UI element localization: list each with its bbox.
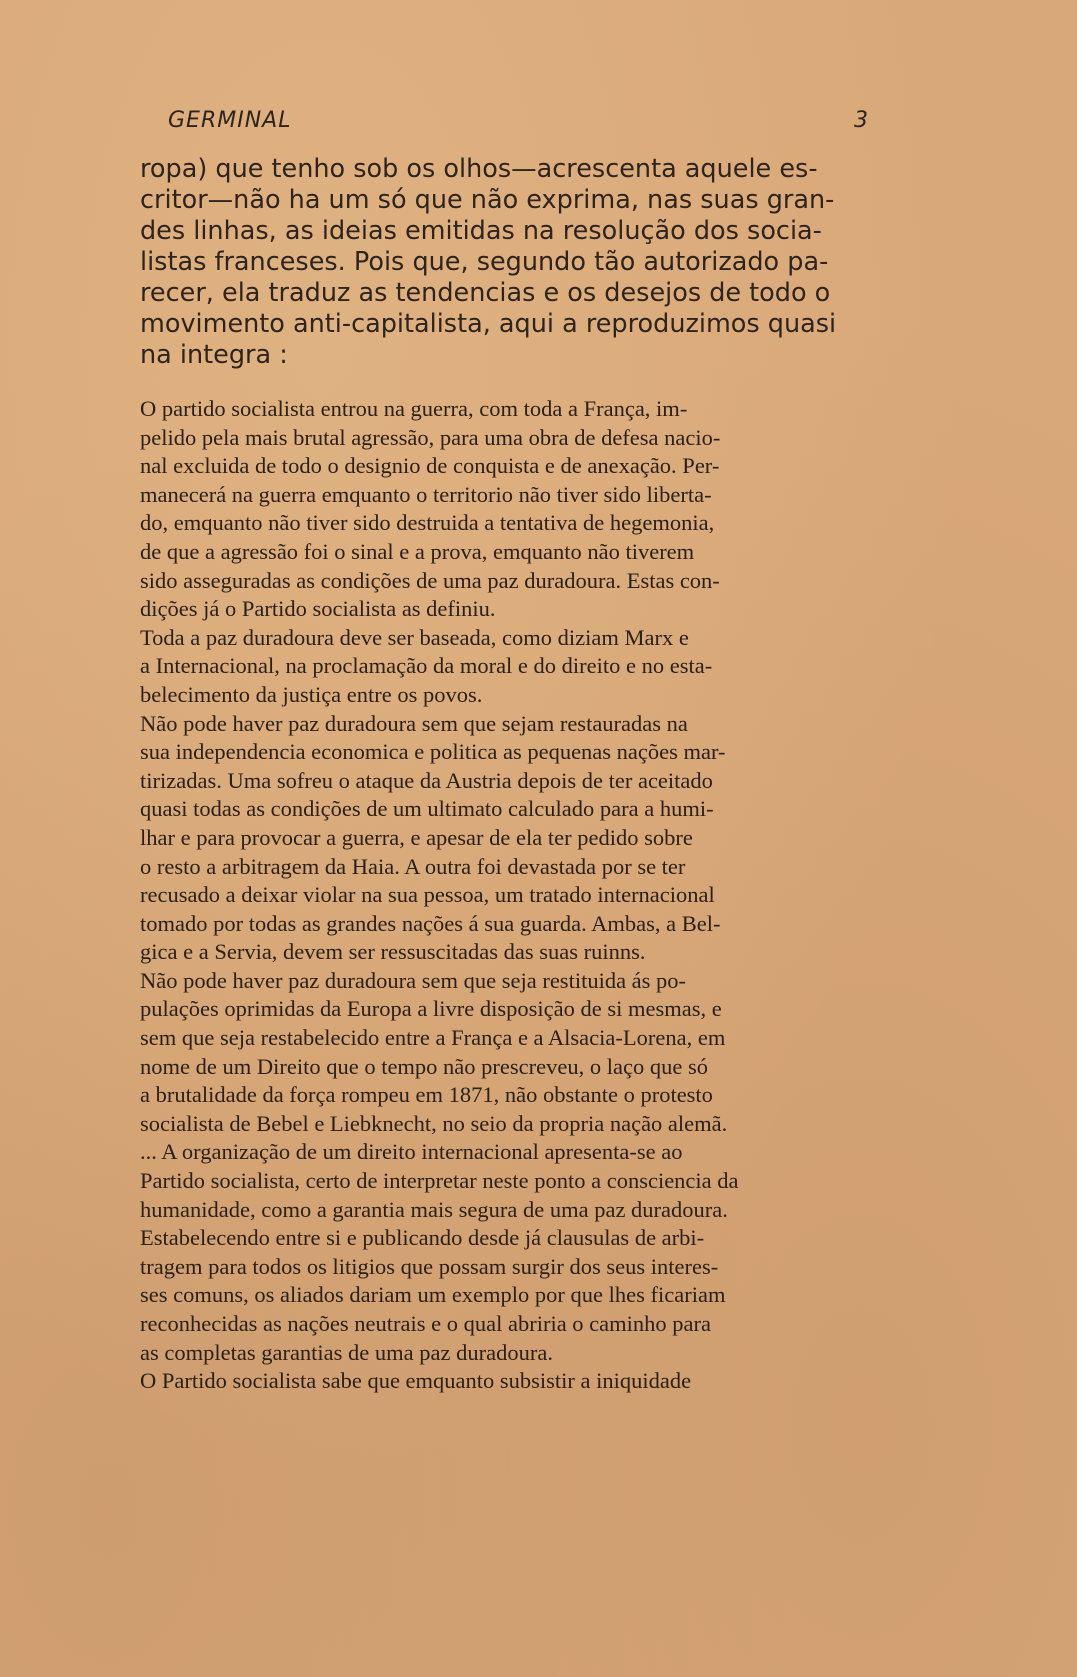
running-head [168, 108, 886, 138]
text-line: listas franceses. Pois que, segundo tão autorizado pa- [140, 247, 829, 277]
quote-line: do, emquanto não tiver sido destruida a tentativa de hegemonia, [140, 510, 715, 536]
quote-line: Toda a paz duradoura deve ser baseada, como diziam Marx e [140, 624, 689, 650]
text-line: ropa) que tenho sob os olhos—acrescenta aquele es- [140, 154, 818, 184]
quote-line: ses comuns, os aliados dariam um exemplo por que lhes ficariam [140, 1282, 726, 1308]
quote-line: de que a agressão foi o sinal e a prova, emquanto não tiverem [140, 538, 695, 564]
quote-line: sua independencia economica e politica as pequenas nações mar- [140, 739, 726, 765]
quote-line: as completas garantias de uma paz duradoura. [140, 1339, 553, 1365]
quote-line: Partido socialista, certo de interpretar neste ponto a consciencia da [140, 1168, 739, 1194]
intro-paragraph [140, 154, 905, 371]
quote-line: manecerá na guerra emquanto o territorio não tiver sido liberta- [140, 481, 712, 507]
quote-line: O partido socialista entrou na guerra, com toda a França, im- [140, 396, 688, 421]
quote-line: gica e a Servia, devem ser ressuscitadas das suas ruinns. [140, 939, 646, 965]
quote-line: a brutalidade da força rompeu em 1871, não obstante o protesto [140, 1082, 713, 1108]
quote-line: tragem para todos os litigios que possam surgir dos seus interes- [140, 1253, 719, 1279]
text-line: des linhas, as ideias emitidas na resolução dos socia- [140, 216, 822, 246]
quote-line: tomado por todas as grandes nações á sua guarda. Ambas, a Bel- [140, 910, 721, 936]
quote-line: humanidade, como a garantia mais segura de uma paz duradoura. [140, 1196, 728, 1222]
text-line: na integra : [140, 340, 288, 370]
text-line: critor—não ha um só que não exprima, nas suas gran- [140, 185, 835, 215]
quote-line: sem que seja restabelecido entre a França e a Alsacia-Lorena, em [140, 1025, 726, 1051]
running-title: GERMINAL [168, 108, 292, 133]
quote-line: nal excluida de todo o designio de conquista e de anexação. Per- [140, 453, 720, 479]
page-number: 3 [854, 108, 868, 133]
quote-line: reconhecidas as nações neutrais e o qual abriria o caminho para [140, 1311, 711, 1336]
quote-line: O Partido socialista sabe que emquanto subsistir a iniquidade [140, 1368, 692, 1394]
quote-line: pulações oprimidas da Europa a livre disposição de si mesmas, e [140, 996, 722, 1022]
quote-line: ... A organização de um direito internacional apresenta-se ao [140, 1139, 683, 1165]
quote-line: belecimento da justiça entre os povos. [140, 681, 483, 707]
text-line: movimento anti-capitalista, aqui a reproduzimos quasi [140, 309, 837, 339]
quote-line: lhar e para provocar a guerra, e apesar de ela ter pedido sobre [140, 824, 693, 850]
quote-line: a Internacional, na proclamação da moral e do direito e no esta- [140, 653, 713, 679]
quote-line: Não pode haver paz duradoura sem que seja restituida ás po- [140, 967, 687, 993]
quote-line: tirizadas. Uma sofreu o ataque da Austria depois de ter aceitado [140, 767, 713, 793]
quote-line: nome de um Direito que o tempo não prescreveu, o laço que só [140, 1053, 708, 1079]
quote-line: Estabelecendo entre si e publicando desde já clausulas de arbi- [140, 1225, 705, 1251]
quote-line: Não pode haver paz duradoura sem que sejam restauradas na [140, 710, 688, 736]
quote-line: quasi todas as condições de um ultimato calculado para a humi- [140, 796, 714, 822]
quoted-resolution [140, 395, 902, 1396]
quote-line: sido asseguradas as condições de uma paz duradoura. Estas con- [140, 567, 720, 593]
quote-line: o resto a arbitragem da Haia. A outra foi devastada por se ter [140, 853, 686, 879]
quote-line: dições já o Partido socialista as definiu. [140, 596, 496, 622]
quote-line: socialista de Bebel e Liebknecht, no seio da propria nação alemã. [140, 1110, 728, 1136]
quote-line: pelido pela mais brutal agressão, para uma obra de defesa nacio- [140, 424, 721, 450]
quote-line: recusado a deixar violar na sua pessoa, um tratado internacional [140, 882, 715, 908]
text-line: recer, ela traduz as tendencias e os desejos de todo o [140, 278, 831, 308]
